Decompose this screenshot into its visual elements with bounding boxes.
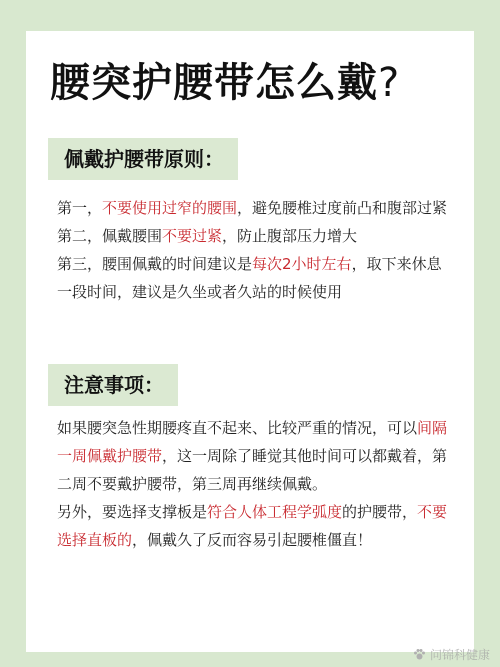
principle-item-2 bbox=[57, 222, 451, 250]
principle-3-suffix: ，取下来休息一段时间，建议是久坐或者久站的时候使用 bbox=[57, 255, 442, 301]
content-card bbox=[26, 31, 474, 652]
watermark bbox=[413, 646, 490, 663]
principle-1-prefix: 第一， bbox=[57, 199, 103, 217]
note-2-highlight-1: 符合人体工程学弧度 bbox=[207, 503, 343, 521]
note-paragraph-1 bbox=[57, 414, 451, 498]
note-2-prefix: 另外，要选择支撑板是 bbox=[57, 503, 208, 521]
title-text: 腰突护腰带怎么戴 bbox=[50, 60, 378, 106]
principle-2-prefix: 第二，佩戴腰围 bbox=[57, 227, 163, 245]
note-1-prefix: 如果腰突急性期腰疼直不起来、比较严重的情况，可以 bbox=[57, 419, 418, 437]
note-1-highlight: 间隔一周佩戴护腰带 bbox=[57, 419, 448, 465]
note-2-middle: 的护腰带， bbox=[342, 503, 418, 521]
note-paragraph-2 bbox=[57, 498, 451, 554]
principle-1-highlight: 不要使用过窄的腰围 bbox=[102, 199, 238, 217]
principle-3-highlight: 每次2小时左右 bbox=[252, 255, 352, 273]
principle-item-1 bbox=[57, 194, 451, 222]
page-title bbox=[50, 55, 400, 111]
principle-item-3 bbox=[57, 250, 451, 306]
note-2-highlight-2: 不要选择直板的 bbox=[57, 503, 448, 549]
principle-2-suffix: ，防止腹部压力增大 bbox=[222, 227, 358, 245]
principle-3-prefix: 第三，腰围佩戴的时间建议是 bbox=[57, 255, 253, 273]
principles-text bbox=[57, 194, 451, 306]
notes-text bbox=[57, 414, 451, 554]
section-heading-notes: 注意事项： bbox=[48, 364, 178, 406]
note-1-suffix: ，这一周除了睡觉其他时间可以都戴着，第二周不要戴护腰带，第三周再继续佩戴。 bbox=[57, 447, 448, 493]
title-question-mark: ? bbox=[378, 60, 401, 106]
watermark-text: 问锦科健康 bbox=[429, 648, 490, 662]
paw-icon bbox=[413, 648, 426, 661]
note-2-suffix: ，佩戴久了反而容易引起腰椎僵直！ bbox=[132, 531, 373, 549]
principle-1-suffix: ，避免腰椎过度前凸和腹部过紧 bbox=[237, 199, 448, 217]
principle-2-highlight: 不要过紧 bbox=[162, 227, 223, 245]
section-heading-principles: 佩戴护腰带原则： bbox=[48, 138, 238, 180]
